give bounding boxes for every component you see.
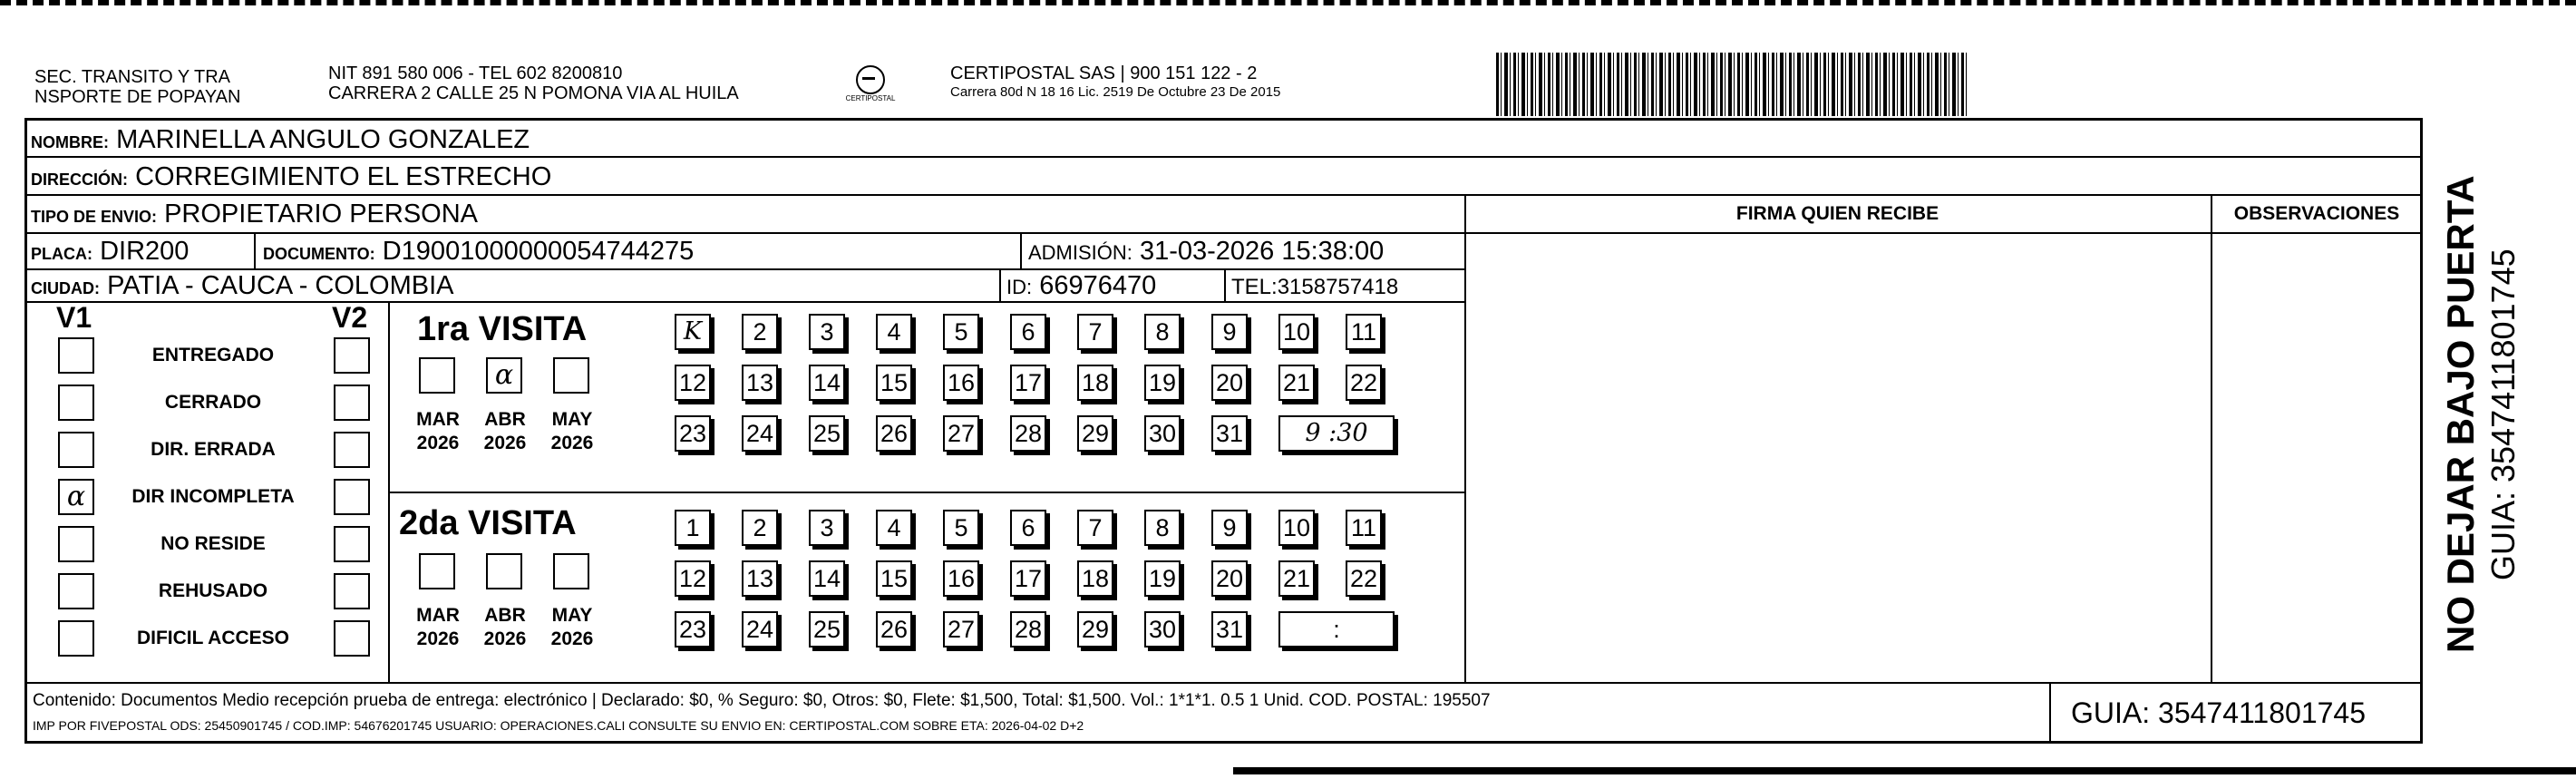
documento-field xyxy=(263,236,694,269)
day-box[interactable]: 18 xyxy=(1077,365,1113,401)
month-checkbox[interactable] xyxy=(553,553,589,589)
admision-field xyxy=(1028,236,1384,268)
nombre-field xyxy=(31,124,530,158)
row-divider xyxy=(24,232,2423,234)
nit-block xyxy=(328,63,739,103)
tipo-value: PROPIETARIO PERSONA xyxy=(164,200,479,229)
observaciones-label: OBSERVACIONES xyxy=(2233,203,2400,224)
day-box[interactable]: 12 xyxy=(675,365,711,401)
v1-checkbox[interactable] xyxy=(58,526,94,562)
day-box[interactable]: 9 xyxy=(1211,510,1248,546)
v1-checkbox[interactable] xyxy=(58,620,94,657)
tipo-field xyxy=(31,199,478,232)
v2-checkbox[interactable] xyxy=(334,432,370,468)
month-year: 2026 xyxy=(550,628,594,649)
day-box[interactable]: 1 xyxy=(675,510,711,546)
v1-checkbox[interactable] xyxy=(58,337,94,374)
courier-block xyxy=(950,63,1280,102)
v2-header: V2 xyxy=(332,301,368,334)
courier-line1: CERTIPOSTAL SAS | 900 151 122 - 2 xyxy=(950,63,1258,83)
status-option-label: DIR INCOMPLETA xyxy=(131,486,295,507)
direccion-field xyxy=(31,161,551,195)
month-year: 2026 xyxy=(416,433,460,453)
month-checkbox[interactable] xyxy=(419,357,455,394)
day-box[interactable]: 5 xyxy=(943,314,979,350)
v1-header: V1 xyxy=(56,301,92,334)
day-box[interactable]: 8 xyxy=(1144,314,1181,350)
nit-line1: NIT 891 580 006 - TEL 602 8200810 xyxy=(328,63,623,83)
day-box[interactable]: 16 xyxy=(943,560,979,597)
day-box[interactable]: 21 xyxy=(1278,365,1315,401)
day-box[interactable]: 3 xyxy=(809,510,845,546)
day-box[interactable]: 17 xyxy=(1010,365,1046,401)
ciudad-field xyxy=(31,270,454,304)
day-box[interactable]: 29 xyxy=(1077,611,1113,648)
day-box[interactable]: 27 xyxy=(943,611,979,648)
v2-checkbox[interactable] xyxy=(334,385,370,421)
col-divider xyxy=(1464,194,1466,682)
placa-field xyxy=(31,236,189,269)
day-box[interactable]: 17 xyxy=(1010,560,1046,597)
day-box[interactable]: 31 xyxy=(1211,415,1248,452)
first-visit-title: 1ra VISITA xyxy=(417,310,588,348)
day-box[interactable]: 18 xyxy=(1077,560,1113,597)
logo-circle-icon xyxy=(856,65,885,94)
day-box[interactable]: 10 xyxy=(1278,314,1315,350)
footer-line1: Contenido: Documentos Medio recepción prueba de entrega: electrónico | Declarado: $0, % Seguro: $0, Otros: $0, Flete: $1,500, Total: $1,500. Vol.: 1*1*1. 0.5 1 Unid. COD. POSTAL: 195507 xyxy=(33,691,1491,710)
visit-divider xyxy=(388,492,1464,493)
day-box[interactable]: 2 xyxy=(742,510,778,546)
day-box[interactable]: 20 xyxy=(1211,365,1248,401)
time-field[interactable]: 9 :30 xyxy=(1278,415,1395,452)
guia-number: GUIA: 3547411801745 xyxy=(2071,696,2366,729)
courier-logo xyxy=(841,65,899,111)
row-divider xyxy=(24,682,2423,684)
col-divider xyxy=(999,268,1001,301)
day-box[interactable]: 24 xyxy=(742,611,778,648)
day-box[interactable]: 13 xyxy=(742,560,778,597)
v1-checkbox[interactable] xyxy=(58,385,94,421)
status-option-label: NO RESIDE xyxy=(160,533,266,554)
second-visit-title: 2da VISITA xyxy=(399,504,577,542)
day-box[interactable]: 23 xyxy=(675,415,711,452)
logo-text: CERTIPOSTAL xyxy=(845,94,896,102)
day-box[interactable]: 6 xyxy=(1010,314,1046,350)
day-box[interactable]: 21 xyxy=(1278,560,1315,597)
month-name: MAY xyxy=(551,409,593,430)
day-box[interactable]: 11 xyxy=(1346,510,1382,546)
day-box[interactable]: 4 xyxy=(876,510,912,546)
day-box[interactable]: 29 xyxy=(1077,415,1113,452)
month-name: MAR xyxy=(416,409,460,430)
v2-checkbox[interactable] xyxy=(334,337,370,374)
side-guia: GUIA: 3547411801745 xyxy=(2484,248,2522,580)
month-label xyxy=(540,604,604,651)
day-box[interactable]: 14 xyxy=(809,560,845,597)
month-checkbox[interactable] xyxy=(553,357,589,394)
documento-value: D19001000000054744275 xyxy=(382,237,695,266)
id-field xyxy=(1006,270,1156,303)
day-box[interactable]: 25 xyxy=(809,611,845,648)
day-box[interactable]: 26 xyxy=(876,611,912,648)
footer-line2: IMP POR FIVEPOSTAL ODS: 25450901745 / COD.IMP: 54676201745 USUARIO: OPERACIONES.CALI CONSULTE SU ENVIO EN: CERTIPOSTAL.COM SOBRE ETA: 2026-04-02 D+2 xyxy=(33,718,1084,733)
month-label xyxy=(406,408,470,455)
sender-block xyxy=(34,67,240,107)
col-divider xyxy=(2211,194,2212,682)
day-box[interactable]: 27 xyxy=(943,415,979,452)
v2-checkbox[interactable] xyxy=(334,526,370,562)
day-box[interactable]: 23 xyxy=(675,611,711,648)
day-box[interactable]: 5 xyxy=(943,510,979,546)
time-field[interactable]: : xyxy=(1278,611,1395,648)
day-box[interactable]: 24 xyxy=(742,415,778,452)
handwritten-check: α xyxy=(494,359,514,391)
day-box[interactable]: 10 xyxy=(1278,510,1315,546)
side-warning: NO DEJAR BAJO PUERTA xyxy=(2439,175,2482,653)
day-box[interactable]: 9 xyxy=(1211,314,1248,350)
placa-label: PLACA: xyxy=(31,245,92,263)
day-box[interactable]: 2 xyxy=(742,314,778,350)
sender-line1: SEC. TRANSITO Y TRA xyxy=(34,67,230,87)
status-option-label: DIR. ERRADA xyxy=(151,439,276,460)
month-name: ABR xyxy=(484,409,526,430)
day-box[interactable]: 22 xyxy=(1346,365,1382,401)
placa-value: DIR200 xyxy=(100,237,190,266)
nombre-value: MARINELLA ANGULO GONZALEZ xyxy=(116,125,530,154)
month-name: MAY xyxy=(551,605,593,626)
status-option-label: ENTREGADO xyxy=(151,345,275,365)
day-box[interactable]: 3 xyxy=(809,314,845,350)
day-box[interactable]: 22 xyxy=(1346,560,1382,597)
month-name: ABR xyxy=(484,605,526,626)
day-box[interactable]: 30 xyxy=(1144,611,1181,648)
v1-checkbox[interactable] xyxy=(58,432,94,468)
day-box[interactable]: 15 xyxy=(876,560,912,597)
direccion-value: CORREGIMIENTO EL ESTRECHO xyxy=(135,162,552,191)
status-option-label: CERRADO xyxy=(164,392,262,413)
day-box[interactable]: 19 xyxy=(1144,560,1181,597)
day-box[interactable]: 20 xyxy=(1211,560,1248,597)
day-box[interactable]: K xyxy=(675,314,711,350)
cut-line xyxy=(0,0,2576,5)
tel-field xyxy=(1231,272,1398,303)
handwritten-check: α xyxy=(66,481,86,512)
month-checkbox[interactable] xyxy=(486,553,522,589)
day-box[interactable]: 8 xyxy=(1144,510,1181,546)
day-box[interactable]: 11 xyxy=(1346,314,1382,350)
day-box[interactable]: 14 xyxy=(809,365,845,401)
day-box[interactable]: 28 xyxy=(1010,611,1046,648)
month-checkbox[interactable] xyxy=(419,553,455,589)
month-label xyxy=(540,408,604,455)
ciudad-label: CIUDAD: xyxy=(31,279,100,297)
month-year: 2026 xyxy=(550,433,594,453)
nombre-label: NOMBRE: xyxy=(31,133,109,151)
day-box[interactable]: 16 xyxy=(943,365,979,401)
day-box[interactable]: 25 xyxy=(809,415,845,452)
month-year: 2026 xyxy=(483,628,527,649)
col-divider xyxy=(254,232,256,268)
tel-value: 3158757418 xyxy=(1277,275,1399,299)
v2-checkbox[interactable] xyxy=(334,620,370,657)
barcode xyxy=(1496,53,1968,116)
documento-label: DOCUMENTO: xyxy=(263,245,375,263)
month-year: 2026 xyxy=(483,433,527,453)
direccion-label: DIRECCIÓN: xyxy=(31,170,128,189)
ciudad-value: PATIA - CAUCA - COLOMBIA xyxy=(107,271,454,300)
status-option-label: REHUSADO xyxy=(158,580,268,601)
firma-label: FIRMA QUIEN RECIBE xyxy=(1735,203,1939,224)
col-divider xyxy=(1224,268,1226,301)
day-box[interactable]: 12 xyxy=(675,560,711,597)
month-year: 2026 xyxy=(416,628,460,649)
id-label: ID: xyxy=(1006,276,1033,298)
day-box[interactable]: 4 xyxy=(876,314,912,350)
col-divider xyxy=(2049,682,2051,744)
admision-value: 31-03-2026 15:38:00 xyxy=(1139,237,1385,266)
col-divider xyxy=(1020,232,1022,268)
v2-checkbox[interactable] xyxy=(334,479,370,515)
day-box[interactable]: 7 xyxy=(1077,314,1113,350)
tipo-label: TIPO DE ENVIO: xyxy=(31,208,158,226)
courier-line2: Carrera 80d N 18 16 Lic. 2519 De Octubre 23 De 2015 xyxy=(950,84,1281,100)
day-box[interactable]: 19 xyxy=(1144,365,1181,401)
id-value: 66976470 xyxy=(1039,271,1157,300)
admision-label: ADMISIÓN: xyxy=(1028,241,1132,264)
nit-line2: CARRERA 2 CALLE 25 N POMONA VIA AL HUILA xyxy=(328,83,739,103)
bottom-edge xyxy=(1233,767,2576,774)
v2-checkbox[interactable] xyxy=(334,573,370,609)
day-box[interactable]: 30 xyxy=(1144,415,1181,452)
day-box[interactable]: 31 xyxy=(1211,611,1248,648)
month-name: MAR xyxy=(416,605,460,626)
day-box[interactable]: 26 xyxy=(876,415,912,452)
v1-checkbox[interactable] xyxy=(58,479,94,515)
sender-line2: NSPORTE DE POPAYAN xyxy=(34,87,241,107)
month-label xyxy=(406,604,470,651)
day-box[interactable]: 28 xyxy=(1010,415,1046,452)
v1-checkbox[interactable] xyxy=(58,573,94,609)
tel-label: TEL: xyxy=(1231,275,1278,299)
day-box[interactable]: 7 xyxy=(1077,510,1113,546)
status-option-label: DIFICIL ACCESO xyxy=(136,628,289,648)
day-box[interactable]: 15 xyxy=(876,365,912,401)
day-box[interactable]: 13 xyxy=(742,365,778,401)
month-label xyxy=(473,604,537,651)
day-box[interactable]: 6 xyxy=(1010,510,1046,546)
month-checkbox[interactable] xyxy=(486,357,522,394)
month-label xyxy=(473,408,537,455)
